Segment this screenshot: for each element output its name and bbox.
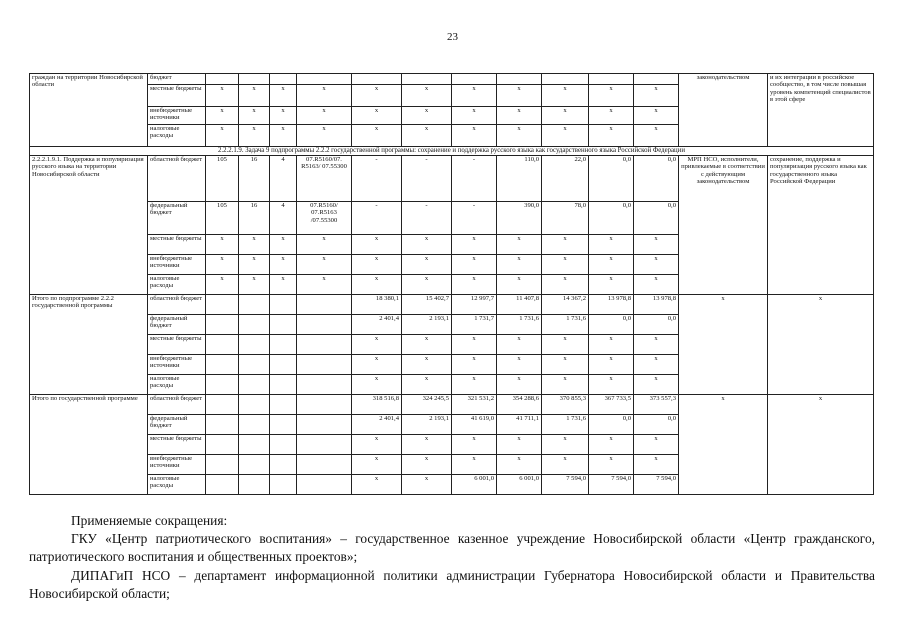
value-cell: x (206, 85, 239, 107)
value-cell: x (452, 375, 497, 395)
value-cell (206, 455, 239, 475)
value-cell: 07.R5160/07. R5163/ 07.55300 (297, 156, 352, 202)
value-cell: x (352, 375, 402, 395)
value-cell (270, 475, 297, 495)
value-cell: x (497, 335, 542, 355)
value-cell: x (402, 235, 452, 255)
value-cell: x (634, 335, 679, 355)
value-cell: x (352, 335, 402, 355)
measure-block-executor: МРП НСО, исполнители, привлекаемые в соответствии с действующим законодательством (679, 156, 768, 295)
value-cell: 105 (206, 202, 239, 235)
value-cell: 41 619,0 (452, 415, 497, 435)
value-cell (206, 395, 239, 415)
budget-type-cell: налоговые расходы (148, 275, 206, 295)
value-cell: x (542, 455, 589, 475)
value-cell: x (270, 85, 297, 107)
value-cell: 18 380,1 (352, 295, 402, 315)
value-cell: 2 193,1 (402, 415, 452, 435)
table-row (30, 295, 874, 315)
value-cell: x (206, 107, 239, 125)
value-cell: x (270, 125, 297, 147)
value-cell: 12 997,7 (452, 295, 497, 315)
value-cell: 0,0 (634, 156, 679, 202)
value-cell: 13 978,8 (634, 295, 679, 315)
value-cell (297, 295, 352, 315)
value-cell: 2 401,4 (352, 315, 402, 335)
value-cell: 0,0 (589, 156, 634, 202)
value-cell: x (542, 255, 589, 275)
value-cell: x (542, 125, 589, 147)
value-cell: 41 711,1 (497, 415, 542, 435)
value-cell: x (634, 255, 679, 275)
value-cell (270, 335, 297, 355)
budget-type-cell: областной бюджет (148, 395, 206, 415)
value-cell: x (352, 85, 402, 107)
budget-type-cell: местные бюджеты (148, 85, 206, 107)
value-cell (297, 435, 352, 455)
value-cell: x (589, 355, 634, 375)
value-cell (297, 74, 352, 85)
value-cell: 4 (270, 202, 297, 235)
value-cell: x (402, 335, 452, 355)
section-header-row (30, 147, 874, 156)
budget-type-cell: налоговые расходы (148, 375, 206, 395)
note-dipagip: ДИПАГиП НСО – департамент информационной политики администрации Губернатора Новосибирской области и Правительства Новосибирской области; (29, 567, 875, 601)
value-cell (352, 74, 402, 85)
value-cell (206, 335, 239, 355)
value-cell: x (634, 355, 679, 375)
program-total-name: Итого по государственной программе (30, 395, 148, 495)
budget-type-cell: внебюджетные источники (148, 355, 206, 375)
value-cell: x (270, 235, 297, 255)
value-cell (239, 415, 270, 435)
value-cell: x (452, 235, 497, 255)
value-cell: x (589, 275, 634, 295)
value-cell: 367 733,5 (589, 395, 634, 415)
value-cell: x (239, 85, 270, 107)
value-cell: x (352, 125, 402, 147)
value-cell: - (402, 202, 452, 235)
budget-type-cell: местные бюджеты (148, 435, 206, 455)
value-cell: 1 731,7 (452, 315, 497, 335)
value-cell (239, 74, 270, 85)
value-cell: x (634, 455, 679, 475)
value-cell (270, 435, 297, 455)
value-cell: x (452, 125, 497, 147)
value-cell: x (589, 335, 634, 355)
value-cell: x (352, 255, 402, 275)
value-cell (239, 335, 270, 355)
value-cell: 4 (270, 156, 297, 202)
value-cell (270, 295, 297, 315)
value-cell: x (452, 275, 497, 295)
value-cell: x (452, 335, 497, 355)
value-cell: x (206, 275, 239, 295)
section-header: 2.2.2.1.9. Задача 9 подпрограммы 2.2.2 государственной программы: сохранение и поддержка русского языка как государственного языка Российской Федерации (30, 147, 874, 156)
value-cell: - (352, 202, 402, 235)
value-cell (206, 74, 239, 85)
value-cell: x (589, 375, 634, 395)
table-row (30, 395, 874, 415)
value-cell: x (634, 85, 679, 107)
value-cell: x (352, 435, 402, 455)
value-cell (297, 315, 352, 335)
value-cell: x (589, 235, 634, 255)
value-cell: x (452, 435, 497, 455)
value-cell: 318 516,8 (352, 395, 402, 415)
table-row (30, 156, 874, 202)
value-cell (239, 435, 270, 455)
value-cell (589, 74, 634, 85)
value-cell: 0,0 (634, 415, 679, 435)
page-number: 23 (447, 31, 458, 43)
budget-type-cell: налоговые расходы (148, 475, 206, 495)
value-cell: x (542, 375, 589, 395)
value-cell (270, 415, 297, 435)
value-cell (206, 435, 239, 455)
value-cell (270, 355, 297, 375)
value-cell: x (542, 275, 589, 295)
budget-type-cell: местные бюджеты (148, 235, 206, 255)
value-cell: x (297, 275, 352, 295)
value-cell: x (239, 255, 270, 275)
value-cell (239, 295, 270, 315)
value-cell (239, 455, 270, 475)
budget-type-cell: местные бюджеты (148, 335, 206, 355)
value-cell (206, 295, 239, 315)
value-cell: x (352, 275, 402, 295)
value-cell: x (497, 107, 542, 125)
value-cell: x (497, 255, 542, 275)
value-cell: - (352, 156, 402, 202)
value-cell: x (542, 85, 589, 107)
value-cell (297, 455, 352, 475)
value-cell: x (452, 355, 497, 375)
value-cell: 6 001,0 (497, 475, 542, 495)
value-cell: x (239, 235, 270, 255)
value-cell: x (402, 475, 452, 495)
budget-type-cell: областной бюджет (148, 295, 206, 315)
value-cell (206, 415, 239, 435)
value-cell (239, 395, 270, 415)
value-cell: x (297, 125, 352, 147)
value-cell: x (542, 107, 589, 125)
value-cell: x (634, 275, 679, 295)
value-cell: 0,0 (634, 202, 679, 235)
value-cell: x (497, 375, 542, 395)
value-cell: x (297, 85, 352, 107)
value-cell: x (589, 255, 634, 275)
value-cell: 370 855,3 (542, 395, 589, 415)
value-cell: 2 193,1 (402, 315, 452, 335)
value-cell (634, 74, 679, 85)
subprogram-total-executor: x (679, 295, 768, 395)
value-cell: x (402, 375, 452, 395)
top-block-executor: законодательством (679, 74, 768, 147)
value-cell: - (452, 156, 497, 202)
value-cell: 16 (239, 156, 270, 202)
value-cell: x (206, 235, 239, 255)
budget-type-cell: внебюджетные источники (148, 255, 206, 275)
value-cell: 110,0 (497, 156, 542, 202)
value-cell: 07.R5160/ 07.R5163 /07.55300 (297, 202, 352, 235)
program-total-executor: x (679, 395, 768, 495)
value-cell: 1 731,6 (542, 415, 589, 435)
subprogram-total-name: Итого по подпрограмме 2.2.2 государственной программы (30, 295, 148, 395)
value-cell: x (352, 235, 402, 255)
value-cell: x (542, 355, 589, 375)
value-cell: 15 402,7 (402, 295, 452, 315)
value-cell: 7 594,0 (542, 475, 589, 495)
value-cell: x (452, 85, 497, 107)
value-cell: x (452, 255, 497, 275)
value-cell (542, 74, 589, 85)
value-cell: 6 001,0 (452, 475, 497, 495)
value-cell: 0,0 (589, 202, 634, 235)
note-gku: ГКУ «Центр патриотического воспитания» – государственное казенное учреждение Новосибирской области «Центр гражданского, патриотического воспитания и общественных проектов»; (29, 531, 875, 565)
value-cell: x (634, 375, 679, 395)
value-cell: x (542, 435, 589, 455)
value-cell: x (589, 125, 634, 147)
value-cell (297, 415, 352, 435)
value-cell: x (270, 255, 297, 275)
value-cell: 14 367,2 (542, 295, 589, 315)
value-cell (239, 315, 270, 335)
value-cell: 390,0 (497, 202, 542, 235)
value-cell: x (634, 435, 679, 455)
value-cell: x (352, 455, 402, 475)
value-cell: 2 401,4 (352, 415, 402, 435)
notes-heading: Применяемые сокращения: (71, 513, 228, 528)
value-cell: x (239, 107, 270, 125)
value-cell: x (542, 335, 589, 355)
value-cell: x (402, 455, 452, 475)
value-cell: x (497, 275, 542, 295)
value-cell: 105 (206, 156, 239, 202)
value-cell: x (542, 235, 589, 255)
value-cell: x (497, 85, 542, 107)
top-block-result: и их интеграции в российское сообщество, в том числе повышая уровень компетенций специалистов в этой сфере (768, 74, 874, 147)
top-block-name: граждан на территории Новосибирской области (30, 74, 148, 147)
value-cell (239, 475, 270, 495)
value-cell (206, 375, 239, 395)
value-cell: x (352, 107, 402, 125)
value-cell: - (402, 156, 452, 202)
measure-block-name: 2.2.2.1.9.1. Поддержка и популяризация русского языка на территории Новосибирской области (30, 156, 148, 295)
value-cell (497, 74, 542, 85)
value-cell (297, 375, 352, 395)
value-cell: 7 594,0 (634, 475, 679, 495)
budget-type-cell: бюджет (148, 74, 206, 85)
value-cell (297, 335, 352, 355)
value-cell: x (402, 355, 452, 375)
value-cell: x (634, 107, 679, 125)
value-cell: 321 531,2 (452, 395, 497, 415)
subprogram-total-result: x (768, 295, 874, 395)
value-cell: x (497, 455, 542, 475)
value-cell (270, 74, 297, 85)
value-cell (297, 395, 352, 415)
value-cell: x (452, 107, 497, 125)
value-cell (297, 355, 352, 375)
budget-table (29, 73, 874, 495)
value-cell: 0,0 (589, 415, 634, 435)
abbreviations-notes (29, 512, 875, 603)
value-cell (270, 315, 297, 335)
value-cell: 324 245,5 (402, 395, 452, 415)
value-cell: 78,0 (542, 202, 589, 235)
value-cell: x (297, 255, 352, 275)
value-cell: x (239, 275, 270, 295)
value-cell: - (452, 202, 497, 235)
value-cell: x (297, 235, 352, 255)
budget-type-cell: налоговые расходы (148, 125, 206, 147)
value-cell: x (352, 355, 402, 375)
value-cell: 0,0 (634, 315, 679, 335)
value-cell: 16 (239, 202, 270, 235)
value-cell: x (402, 85, 452, 107)
value-cell: x (497, 125, 542, 147)
table-row (30, 74, 874, 85)
budget-type-cell: областной бюджет (148, 156, 206, 202)
value-cell: 0,0 (589, 315, 634, 335)
value-cell: x (270, 275, 297, 295)
value-cell: x (239, 125, 270, 147)
value-cell: x (452, 455, 497, 475)
value-cell (452, 74, 497, 85)
value-cell: x (497, 235, 542, 255)
budget-type-cell: внебюджетные источники (148, 455, 206, 475)
value-cell: x (402, 125, 452, 147)
budget-type-cell: федеральный бюджет (148, 315, 206, 335)
value-cell: x (297, 107, 352, 125)
budget-type-cell: федеральный бюджет (148, 415, 206, 435)
value-cell: 7 594,0 (589, 475, 634, 495)
value-cell: x (402, 255, 452, 275)
value-cell: 354 288,6 (497, 395, 542, 415)
value-cell: x (206, 255, 239, 275)
value-cell: 1 731,6 (542, 315, 589, 335)
value-cell (206, 475, 239, 495)
value-cell: 373 557,3 (634, 395, 679, 415)
measure-block-result: сохранение, поддержка и популяризация русского языка как государственного языка Российской Федерации (768, 156, 874, 295)
value-cell: 11 407,8 (497, 295, 542, 315)
value-cell (239, 375, 270, 395)
value-cell: x (402, 275, 452, 295)
value-cell: x (589, 435, 634, 455)
program-total-result: x (768, 395, 874, 495)
value-cell: x (270, 107, 297, 125)
value-cell: 1 731,6 (497, 315, 542, 335)
value-cell: x (206, 125, 239, 147)
value-cell (297, 475, 352, 495)
value-cell: x (402, 435, 452, 455)
value-cell: x (589, 455, 634, 475)
value-cell (206, 355, 239, 375)
value-cell: x (634, 235, 679, 255)
budget-type-cell: федеральный бюджет (148, 202, 206, 235)
value-cell: 22,0 (542, 156, 589, 202)
value-cell: x (497, 435, 542, 455)
value-cell: x (497, 355, 542, 375)
value-cell: 13 978,8 (589, 295, 634, 315)
value-cell (239, 355, 270, 375)
value-cell: x (634, 125, 679, 147)
value-cell (270, 395, 297, 415)
value-cell: x (589, 85, 634, 107)
value-cell (270, 455, 297, 475)
value-cell (206, 315, 239, 335)
value-cell (402, 74, 452, 85)
value-cell (270, 375, 297, 395)
budget-type-cell: внебюджетные источники (148, 107, 206, 125)
value-cell: x (402, 107, 452, 125)
value-cell: x (352, 475, 402, 495)
value-cell: x (589, 107, 634, 125)
